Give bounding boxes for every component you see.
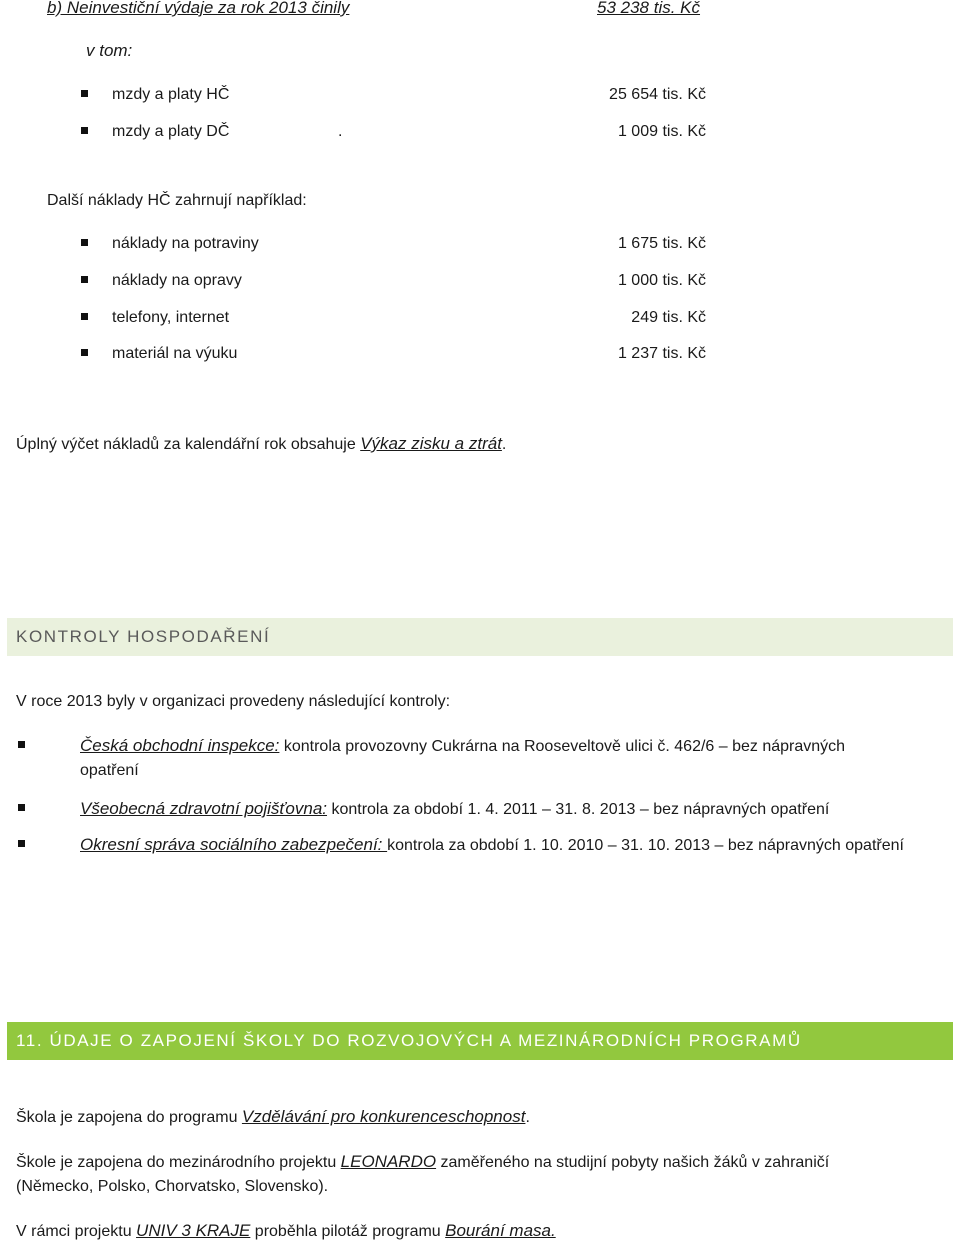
control-text-continuation: opatření	[80, 762, 139, 779]
summary-title-value: 53 238 tis. Kč	[597, 0, 701, 17]
program-text: Škole je zapojena do mezinárodního projektu	[16, 1154, 341, 1171]
summary-title: b) Neinvestiční výdaje za rok 2013 činily	[47, 0, 350, 17]
profit-loss-link[interactable]: Výkaz zisku a ztrát	[360, 434, 502, 453]
program-link-univ[interactable]: UNIV 3 KRAJE	[136, 1221, 251, 1240]
salary-label-hc: mzdy a platy HČ	[112, 86, 230, 103]
cost-value: 1 237 tis. Kč	[617, 345, 706, 362]
cost-label: telefony, internet	[112, 309, 230, 326]
program-paragraph-3	[16, 1221, 556, 1242]
control-item	[80, 835, 904, 856]
other-costs-intro: Další náklady HČ zahrnují například:	[47, 192, 307, 209]
cost-label: náklady na potraviny	[112, 235, 259, 252]
program-paragraph-1	[16, 1107, 530, 1128]
control-org-link[interactable]: Všeobecná zdravotní pojišťovna:	[80, 799, 328, 818]
salary-value-hc: 25 654 tis. Kč	[609, 86, 706, 103]
bullet-icon	[81, 349, 88, 356]
cost-label: materiál na výuku	[112, 345, 238, 362]
control-text: kontrola za období 1. 4. 2011 – 31. 8. 2013 – bez nápravných opatření	[327, 801, 830, 818]
full-list-text: Úplný výčet nákladů za kalendářní rok obsahuje	[16, 436, 361, 453]
program-text: proběhla pilotáž programu	[250, 1223, 446, 1240]
control-item	[80, 799, 829, 820]
control-text: kontrola provozovny Cukrárna na Rooseveltově ulici č. 462/6 – bez nápravných	[279, 738, 846, 755]
cost-value: 249 tis. Kč	[631, 309, 706, 326]
programs-heading: 11. ÚDAJE O ZAPOJENÍ ŠKOLY DO ROZVOJOVÝCH A MEZINÁRODNÍCH PROGRAMŮ	[16, 1031, 802, 1050]
bullet-icon	[81, 276, 88, 283]
bullet-icon	[81, 239, 88, 246]
program-paragraph-2-line2: (Německo, Polsko, Chorvatsko, Slovensko).	[16, 1178, 329, 1195]
control-text: kontrola za období 1. 10. 2010 – 31. 10. 2013 – bez nápravných opatření	[387, 837, 904, 854]
program-link-competitiveness[interactable]: Vzdělávání pro konkurenceschopnost	[241, 1107, 526, 1126]
vtom-label: v tom:	[86, 41, 133, 60]
full-list-end: .	[501, 436, 507, 453]
salary-label-dc: mzdy a platy DČ	[112, 123, 230, 140]
controls-intro: V roce 2013 byly v organizaci provedeny následující kontroly:	[16, 693, 451, 710]
full-list-paragraph	[16, 434, 506, 455]
program-link-meat[interactable]: Bourání masa.	[445, 1221, 556, 1240]
bullet-icon	[18, 804, 25, 811]
cost-label: náklady na opravy	[112, 272, 242, 289]
bullet-icon	[81, 313, 88, 320]
salary-value-dc: 1 009 tis. Kč	[617, 123, 706, 140]
bullet-icon	[81, 127, 88, 134]
bullet-icon	[18, 741, 25, 748]
program-paragraph-2	[16, 1152, 829, 1173]
cost-value: 1 000 tis. Kč	[617, 272, 706, 289]
program-text-end: .	[525, 1109, 530, 1126]
program-text: zaměřeného na studijní pobyty našich žáků v zahraničí	[436, 1154, 830, 1171]
bullet-icon	[18, 840, 25, 847]
control-item	[80, 736, 845, 757]
cost-value: 1 675 tis. Kč	[617, 235, 706, 252]
control-org-link[interactable]: Okresní správa sociálního zabezpečení:	[80, 835, 388, 854]
bullet-icon	[81, 90, 88, 97]
program-text: Škola je zapojena do programu	[16, 1109, 242, 1126]
program-link-leonardo[interactable]: LEONARDO	[340, 1152, 437, 1171]
controls-heading: KONTROLY HOSPODAŘENÍ	[16, 627, 271, 646]
salary-dot: .	[338, 123, 343, 140]
control-org-link[interactable]: Česká obchodní inspekce:	[80, 736, 280, 755]
program-text: V rámci projektu	[16, 1223, 137, 1240]
